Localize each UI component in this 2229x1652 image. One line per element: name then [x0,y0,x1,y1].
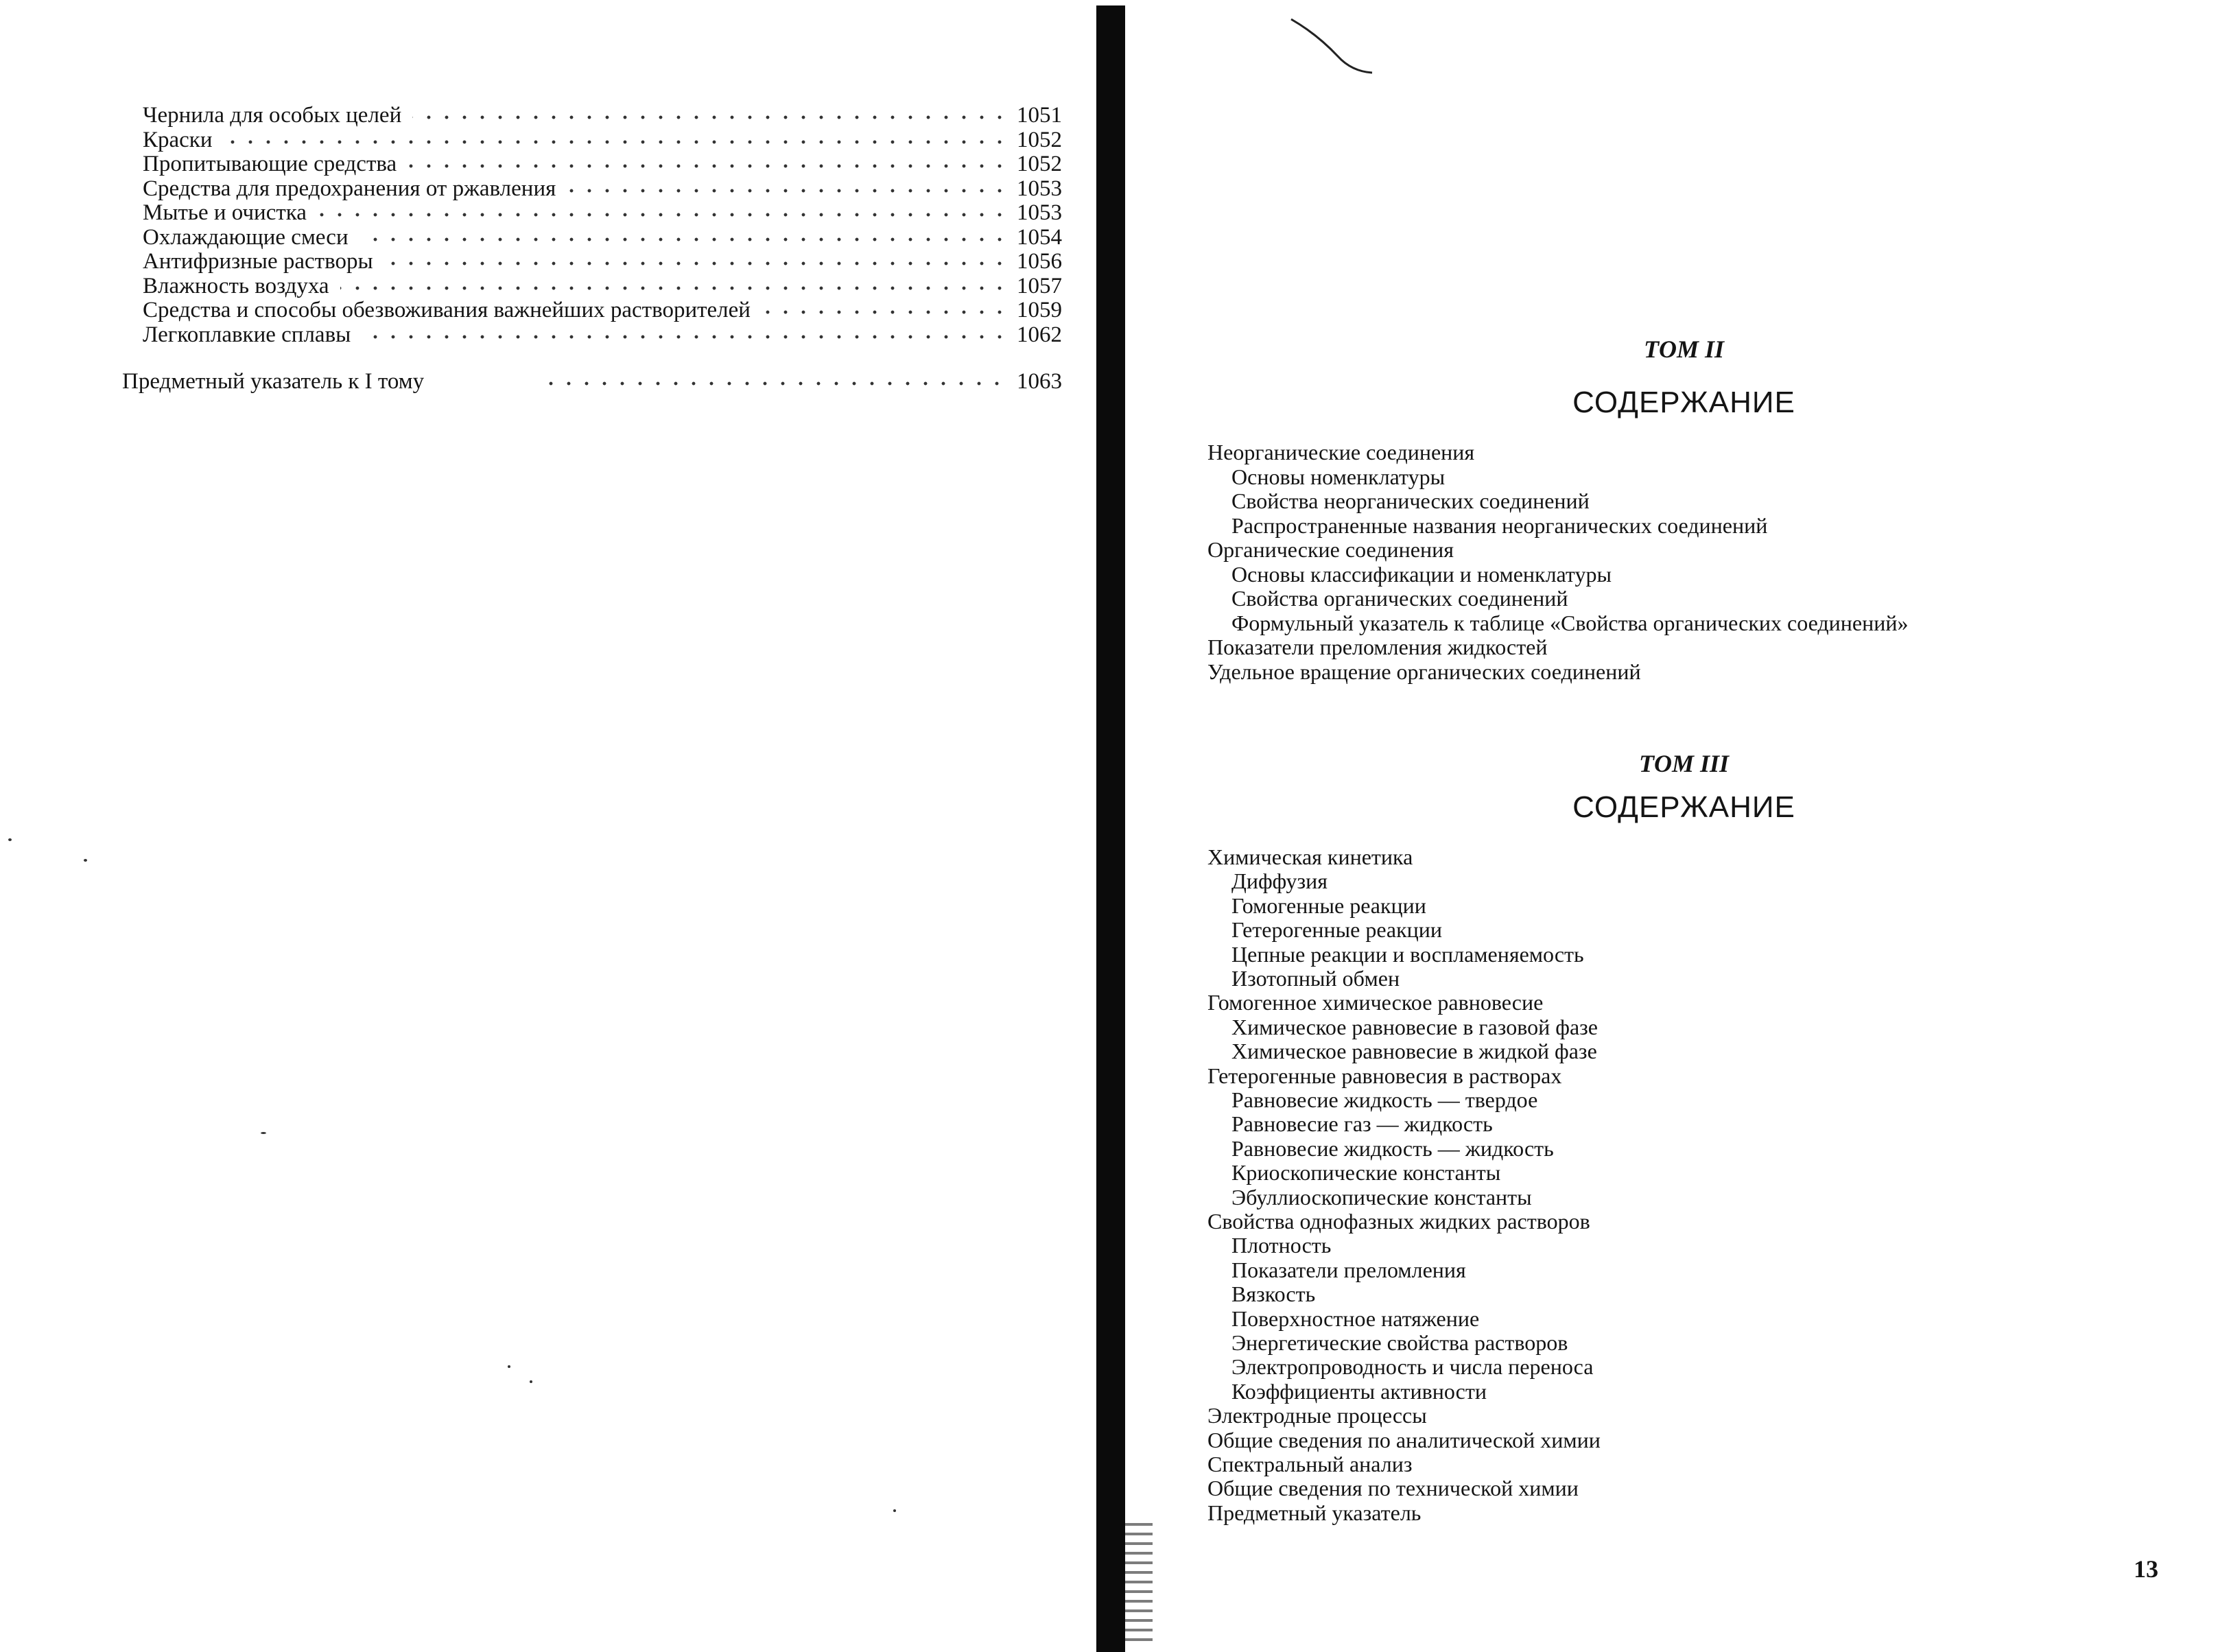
contents-subsection: Вязкость [1231,1282,1316,1307]
book-gutter-shadow [1096,5,1125,1652]
leader-dots [412,115,1009,119]
toc-entry [0,322,1098,347]
contents-subsection: Равновесие газ — жидкость [1231,1111,1493,1137]
page-number: 13 [2134,1555,2158,1583]
toc-entry-label: Предметный указатель к I тому [122,369,425,394]
contents-section-title: Свойства однофазных жидких растворов [1207,1209,1590,1234]
contents-subsection: Свойства неорганических соединений [1231,488,1590,513]
contents-section-title: Электродные процессы [1207,1403,1427,1428]
contents-section-title: Показатели преломления жидкостей [1207,635,1548,659]
contents-subsection: Химическое равновесие в газовой фазе [1231,1014,1598,1039]
pen-mark [1290,14,1379,75]
contents-subsection: Энергетические свойства растворов [1231,1330,1568,1355]
contents-subsection: Химическое равновесие в жидкой фазе [1231,1039,1597,1064]
contents-section-title: Неорганические соединения [1207,440,1475,464]
scan-speck [8,838,12,841]
contents-subsection: Распространенные названия неорганических соединений [1231,512,1768,538]
right-page [1139,0,2229,1647]
contents-section-title: Предметный указатель [1207,1500,1422,1525]
leader-dots [318,213,1009,217]
toc-entry-page-number: 1052 [1017,152,1062,176]
toc-entry-subject-index [0,369,1098,394]
contents-subsection: Равновесие жидкость — жидкость [1231,1135,1554,1161]
toc-entry-page-number: 1062 [1017,322,1062,347]
contents-subsection: Плотность [1231,1233,1332,1258]
toc-entry-page-number: 1053 [1017,176,1062,201]
toc-entry-label: Краски [143,127,213,152]
contents-subsection: Гомогенные реакции [1231,893,1426,918]
contents-subsection: Основы классификации и номенклатуры [1231,561,1612,587]
contents-section-title: Общие сведения по технической химии [1207,1476,1579,1501]
toc-entry [0,103,1098,128]
contents-subsection: Диффузия [1231,869,1328,894]
toc-entry [0,152,1098,176]
toc-entry-label: Чернила для особых целей [143,103,402,128]
contents-subsection: Поверхностное натяжение [1231,1306,1480,1331]
leader-dots [340,286,1009,290]
toc-entry [0,200,1098,225]
contents-section-title: Органические соединения [1207,537,1454,562]
leader-dots [359,237,1009,241]
contents-subsection: Изотопный обмен [1231,966,1400,991]
contents-section-title: Гетерогенные равновесия в растворах [1207,1063,1562,1088]
toc-entry-page-number: 1053 [1017,200,1062,225]
volume-3-contents-heading: СОДЕРЖАНИЕ [1572,790,1795,824]
toc-entry [0,128,1098,152]
toc-entry-page-number: 1063 [1017,369,1062,394]
toc-entry-page-number: 1059 [1017,298,1062,322]
toc-entry-label: Средства и способы обезвоживания важнейших растворителей [143,298,751,322]
contents-subsection: Цепные реакции и воспламеняемость [1231,941,1584,967]
toc-entry [0,298,1098,322]
contents-subsection: Показатели преломления [1231,1257,1466,1282]
leader-dots [762,310,1009,314]
toc-entry-label: Антифризные растворы [143,249,373,274]
toc-entry [0,225,1098,250]
toc-entry-page-number: 1051 [1017,103,1062,128]
scan-speck [261,1132,266,1134]
contents-section-title: Спектральный анализ [1207,1452,1413,1476]
left-page [0,0,1098,1647]
leader-dots [384,261,1009,266]
toc-entry [0,176,1098,201]
contents-subsection: Основы номенклатуры [1231,464,1446,489]
toc-entry-label: Средства для предохранения от ржавления [143,176,556,201]
scan-speck [530,1380,532,1383]
volume-3-title: ТОМ III [1638,750,1730,777]
toc-entry-page-number: 1054 [1017,224,1062,250]
contents-section-title: Гомогенное химическое равновесие [1207,990,1544,1015]
toc-entry-label: Мытье и очистка [143,200,307,225]
leader-dots [408,164,1009,168]
leader-dots [224,140,1009,144]
toc-entry-label: Влажность воздуха [143,273,329,298]
contents-section-title: Химическая кинетика [1207,845,1413,869]
leader-dots [362,335,1009,339]
scan-speck [508,1365,510,1368]
toc-entry [0,249,1098,274]
toc-entry-page-number: 1052 [1017,127,1062,152]
contents-section-title: Общие сведения по аналитической химии [1207,1427,1601,1452]
scan-speck [84,859,87,862]
toc-entry-page-number: 1056 [1017,249,1062,274]
scan-speck [893,1509,896,1512]
contents-subsection: Эбуллиоскопические константы [1231,1184,1532,1210]
leader-dots [567,189,1009,193]
contents-subsection: Электропроводность и числа переноса [1231,1354,1594,1380]
contents-subsection: Формульный указатель к таблице «Свойства органических соединений» [1231,610,1909,635]
toc-entry-label: Охлаждающие смеси [143,224,349,250]
toc-entry-page-number: 1057 [1017,273,1062,298]
volume-2-title: ТОМ II [1643,335,1725,363]
contents-subsection: Свойства органических соединений [1231,586,1568,611]
toc-entry-label: Пропитывающие средства [143,152,397,176]
contents-subsection: Равновесие жидкость — твердое [1231,1087,1538,1112]
contents-section-title: Удельное вращение органических соединений [1207,659,1641,684]
contents-subsection: Коэффициенты активности [1231,1378,1487,1404]
leader-dots [542,381,1006,386]
toc-entry [0,274,1098,298]
contents-subsection: Криоскопические константы [1231,1160,1501,1185]
volume-2-contents-heading: СОДЕРЖАНИЕ [1572,386,1795,419]
toc-entry-label: Легкоплавкие сплавы [143,322,351,347]
contents-subsection: Гетерогенные реакции [1231,917,1443,943]
